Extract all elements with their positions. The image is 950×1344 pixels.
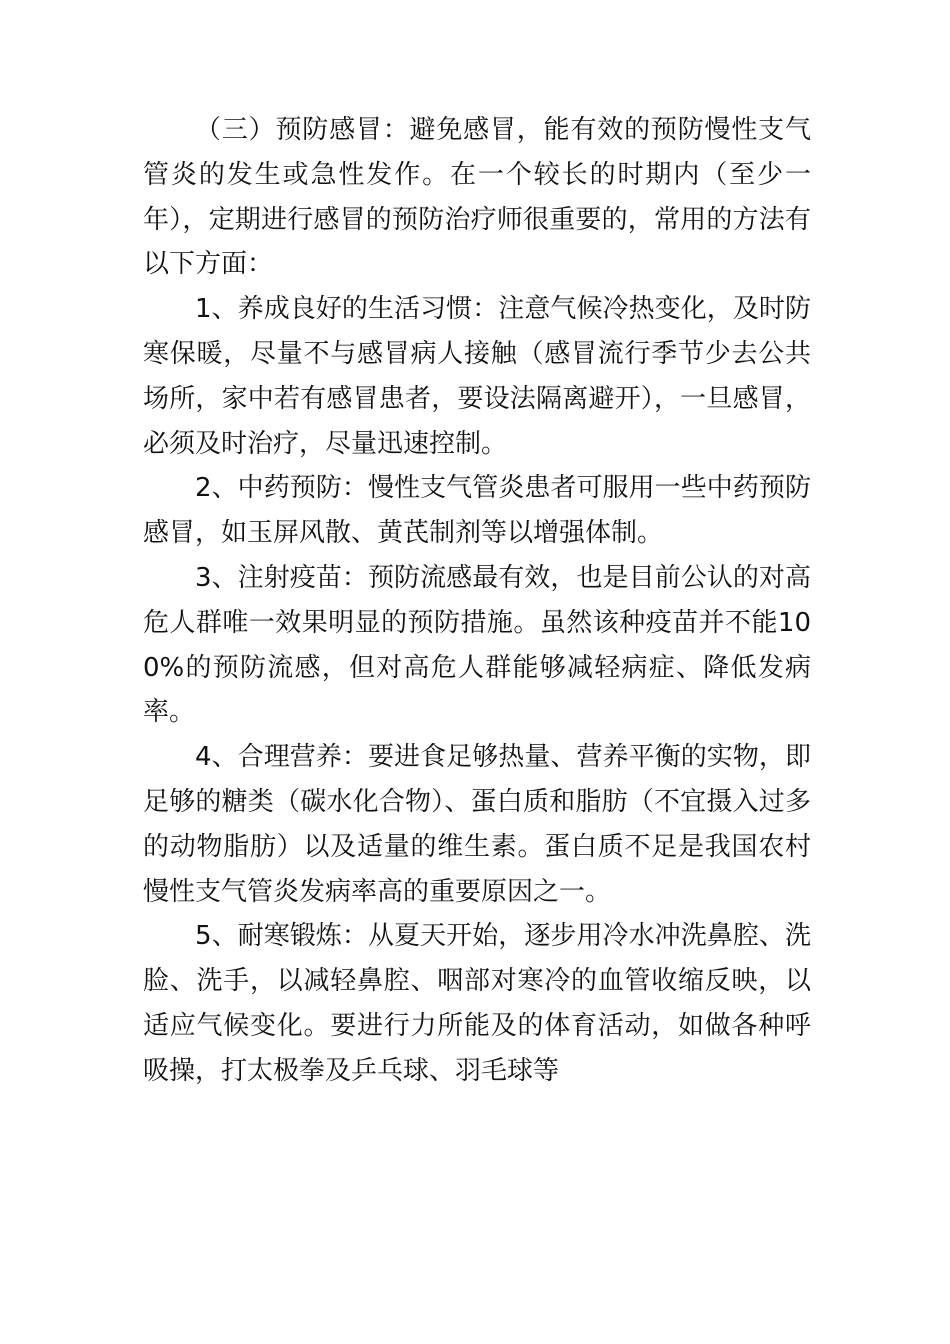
paragraph-item-1-habits: 1、养成良好的生活习惯：注意气候冷热变化，及时防寒保暖，尽量不与感冒病人接触（感冒流行季节少去公共场所，家中若有感冒患者，要设法隔离避开），一旦感冒，必须及时治疗，尽量迅速控制。	[143, 294, 811, 459]
paragraph-item-4-nutrition: 4、合理营养：要进食足够热量、营养平衡的实物，即足够的糖类（碳水化合物）、蛋白质和脂肪（不宜摄入过多的动物脂肪）以及适量的维生素。蛋白质不足是我国农村慢性支气管炎发病率高的重要原因之一。	[143, 742, 811, 907]
paragraph-item-3-vaccine: 3、注射疫苗：预防流感最有效，也是目前公认的对高危人群唯一效果明显的预防措施。虽然该种疫苗并不能100%的预防流感，但对高危人群能够减轻病症、降低发病率。	[143, 562, 811, 728]
paragraph-item-5-exercise: 5、耐寒锻炼：从夏天开始，逐步用冷水冲洗鼻腔、洗脸、洗手，以减轻鼻腔、咽部对寒冷的血管收缩反映，以适应气候变化。要进行力所能及的体育活动，如做各种呼吸操，打太极拳及乒乓球、羽毛球等	[143, 921, 811, 1086]
paragraph-prevent-cold: （三）预防感冒：避免感冒，能有效的预防慢性支气管炎的发生或急性发作。在一个较长的时期内（至少一年），定期进行感冒的预防治疗师很重要的，常用的方法有以下方面：	[143, 115, 811, 280]
paragraph-item-2-herbal: 2、中药预防：慢性支气管炎患者可服用一些中药预防感冒，如玉屏风散、黄芪制剂等以增强体制。	[143, 473, 811, 549]
document-page	[143, 108, 811, 1094]
